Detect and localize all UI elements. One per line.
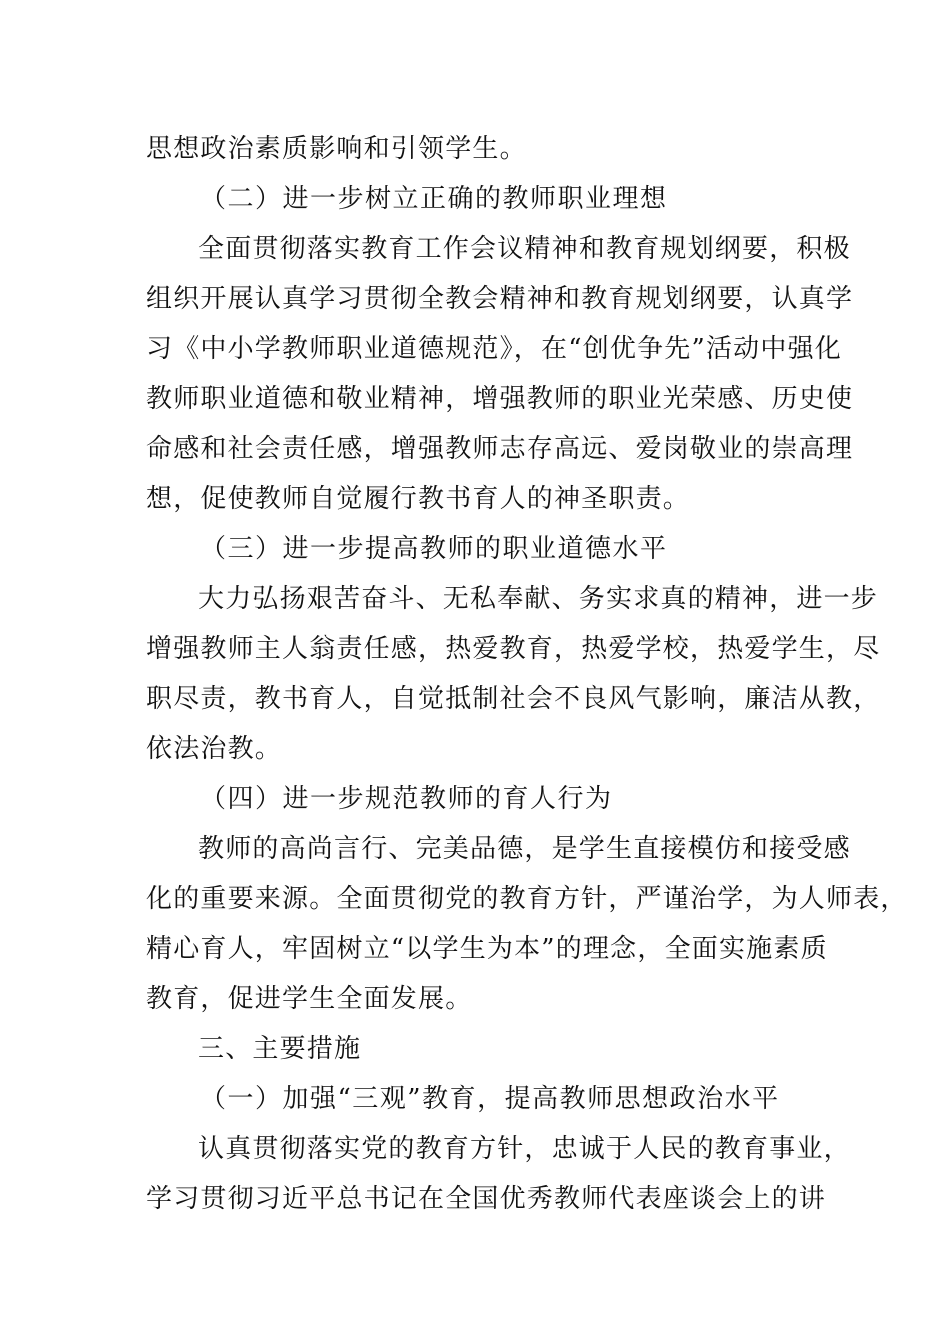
paragraph-line: 大力弘扬艰苦奋斗、无私奉献、务实求真的精神，进一步 [198, 584, 879, 614]
paragraph-line: 增强教师主人翁责任感，热爱教育，热爱学校，热爱学生，尽 [146, 634, 881, 664]
paragraph-line: 习《中小学教师职业道德规范》，在“创优争先”活动中强化 [146, 334, 842, 364]
paragraph-line: 想，促使教师自觉履行教书育人的神圣职责。 [146, 484, 691, 514]
paragraph-line: 组织开展认真学习贯彻全教会精神和教育规划纲要，认真学 [146, 284, 854, 314]
paragraph-line: 化的重要来源。全面贯彻党的教育方针，严谨治学，为人师表， [146, 884, 908, 914]
paragraph-line: 职尽责，教书育人，自觉抵制社会不良风气影响，廉洁从教， [146, 684, 881, 714]
section-heading: （二）进一步树立正确的教师职业理想 [200, 184, 668, 214]
section-heading: 三、主要措施 [198, 1034, 362, 1064]
paragraph-line: 教师的高尚言行、完美品德，是学生直接模仿和接受感 [198, 834, 851, 864]
paragraph-line: 精心育人，牢固树立“以学生为本”的理念，全面实施素质 [146, 934, 828, 964]
paragraph-line: 依法治教。 [146, 734, 283, 764]
paragraph-line: 全面贯彻落实教育工作会议精神和教育规划纲要，积极 [198, 234, 851, 264]
paragraph-line: 思想政治素质影响和引领学生。 [146, 134, 527, 164]
paragraph-line: 学习贯彻习近平总书记在全国优秀教师代表座谈会上的讲 [146, 1184, 827, 1214]
paragraph-line: 教师职业道德和敬业精神，增强教师的职业光荣感、历史使 [146, 384, 854, 414]
section-heading: （三）进一步提高教师的职业道德水平 [200, 534, 668, 564]
section-heading: （四）进一步规范教师的育人行为 [200, 784, 613, 814]
paragraph-line: 教育，促进学生全面发展。 [146, 984, 473, 1014]
paragraph-line: 认真贯彻落实党的教育方针，忠诚于人民的教育事业， [198, 1134, 851, 1164]
section-heading: （一）加强“三观”教育，提高教师思想政治水平 [200, 1084, 780, 1114]
paragraph-line: 命感和社会责任感，增强教师志存高远、爱岗敬业的崇高理 [146, 434, 854, 464]
